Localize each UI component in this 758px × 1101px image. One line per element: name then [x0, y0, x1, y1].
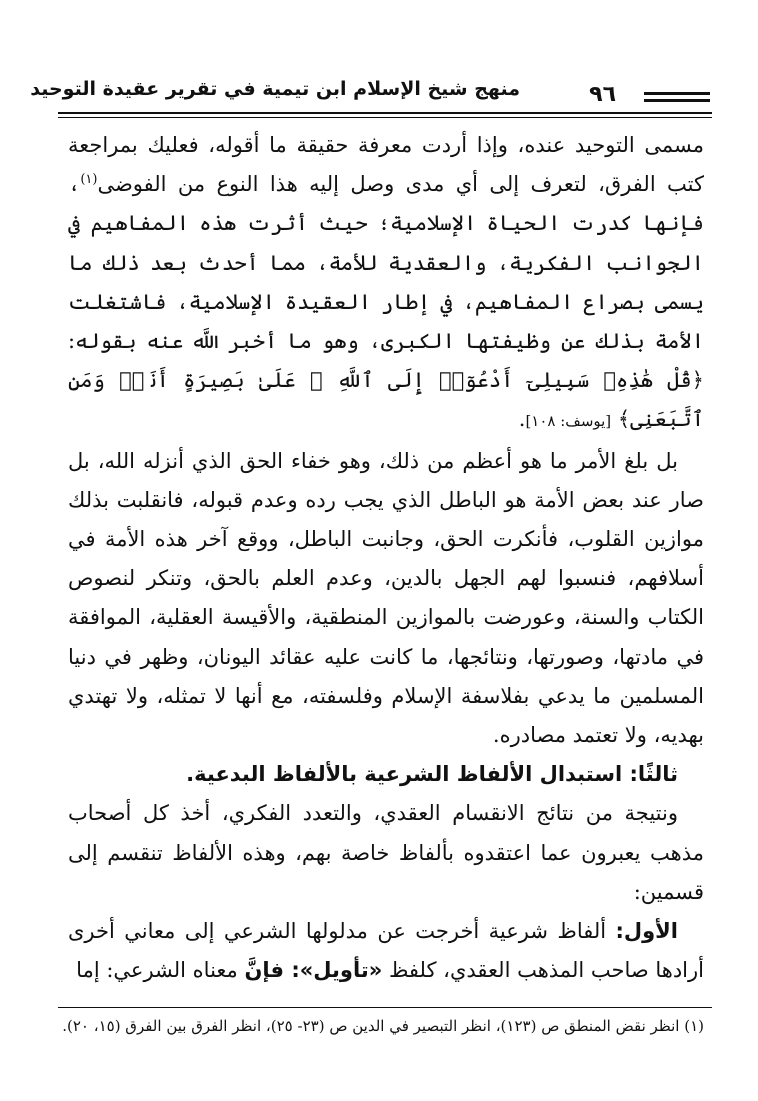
footnote-marker: (١) [80, 172, 98, 188]
paragraph-1-end: . [518, 407, 526, 432]
paragraph-4-text: ألفاظ شرعية أخرجت عن مدلولها الشرعي إلى معاني أخرى أرادها صاحب المذهب العقدي، كلفظ [68, 919, 704, 983]
footnote-1: (١) انظر نقض المنطق ص (١٢٣)، انظر التبصير في الدين ص (٢٣- ٢٥)، انظر الفرق بين الفرق (١٥، ٢٠). [62, 1017, 704, 1035]
footnote-rule [58, 1007, 712, 1008]
page-number: ٩٦ [589, 82, 616, 107]
paragraph-2: بل بلغ الأمر ما هو أعظم من ذلك، وهو خفاء الحق الذي أنزله الله، بل صار عند بعض الأمة هو الباطل الذي يجب رده وعدم قبوله، فانقلبت بذلك موازين القلوب، فأنكرت الحق، وجانبت الباطل، ووقع آخر هذه الأمة في أسلافهم، فنسبوا لهم الجهل بالدين، وعدم العلم بالحق، وتنكر لنصوص الكتاب والسنة، وعورضت بالموازين المنطقية، والأقيسة العقلية، الموافقة في مادتها، وصورتها، ونتائجها، ما كانت عليه عقائد اليونان، وظهر في دنيا المسلمين ما يدعي بفلاسفة الإسلام وفلسفته، مع أنها لا تمثله، ولا تهتدي بهديه، ولا تعتمد مصادره. [68, 448, 704, 748]
main-text [68, 126, 704, 990]
header-title: منهج شيخ الإسلام ابن تيمية في تقرير عقيدة التوحيد [30, 78, 520, 100]
paragraph-4-particle: فإنَّ [244, 958, 292, 983]
header-ornament [644, 92, 710, 106]
paragraph-1-continued: ، فإنها كدرت الحياة الإسلامية؛ حيث أثرت هذه المفاهيم في الجوانب الفكرية، والعقدية للأمة، مما أحدث بعد ذلك ما يسمى بصراع المفاهيم، في إطار العقيدة الإسلامية، فاشتغلت الأمة بذلك عن وظيفتها الكبرى، وهو ما أخبر اللَّه عنه بقوله: [68, 172, 704, 354]
section-heading: ثالثًا: استبدال الألفاظ الشرعية بالألفاظ البدعية. [186, 762, 678, 787]
paragraph-4-end: معناه الشرعي: إما [76, 958, 245, 983]
running-header [30, 76, 710, 110]
paragraph-4-lead: الأول: [615, 919, 678, 944]
paragraph-1 [68, 126, 704, 442]
term-tawil: «تأويل»: [291, 958, 383, 983]
paragraph-4 [68, 912, 704, 990]
paragraph-3: ونتيجة من نتائج الانقسام العقدي، والتعدد الفكري، أخذ كل أصحاب مذهب يعبرون عما اعتقدوه بألفاظ خاصة بهم، وهذه الألفاظ تنقسم إلى قسمين: [68, 801, 704, 904]
header-rule [58, 112, 712, 114]
paragraph-1-text: مسمى التوحيد عنده، وإذا أردت معرفة حقيقة ما أقوله، فعليك بمراجعة كتب الفرق، لتعرف إلى أي مدى وصل إليه هذا النوع من الفوضى [68, 133, 704, 197]
verse-reference: [يوسف: ١٠٨] [525, 412, 612, 431]
header-rule-thin [58, 117, 712, 118]
quran-verse: ﴿قُلْ هَٰذِهِۦ سَبِيلِىٓ أَدْعُوٓا۟ إِلَى ٱللَّهِ ۚ عَلَىٰ بَصِيرَةٍ أَنَا۠ وَمَنِ ٱتَّبَعَنِى﴾ [68, 368, 704, 432]
footnotes [58, 1012, 704, 1041]
